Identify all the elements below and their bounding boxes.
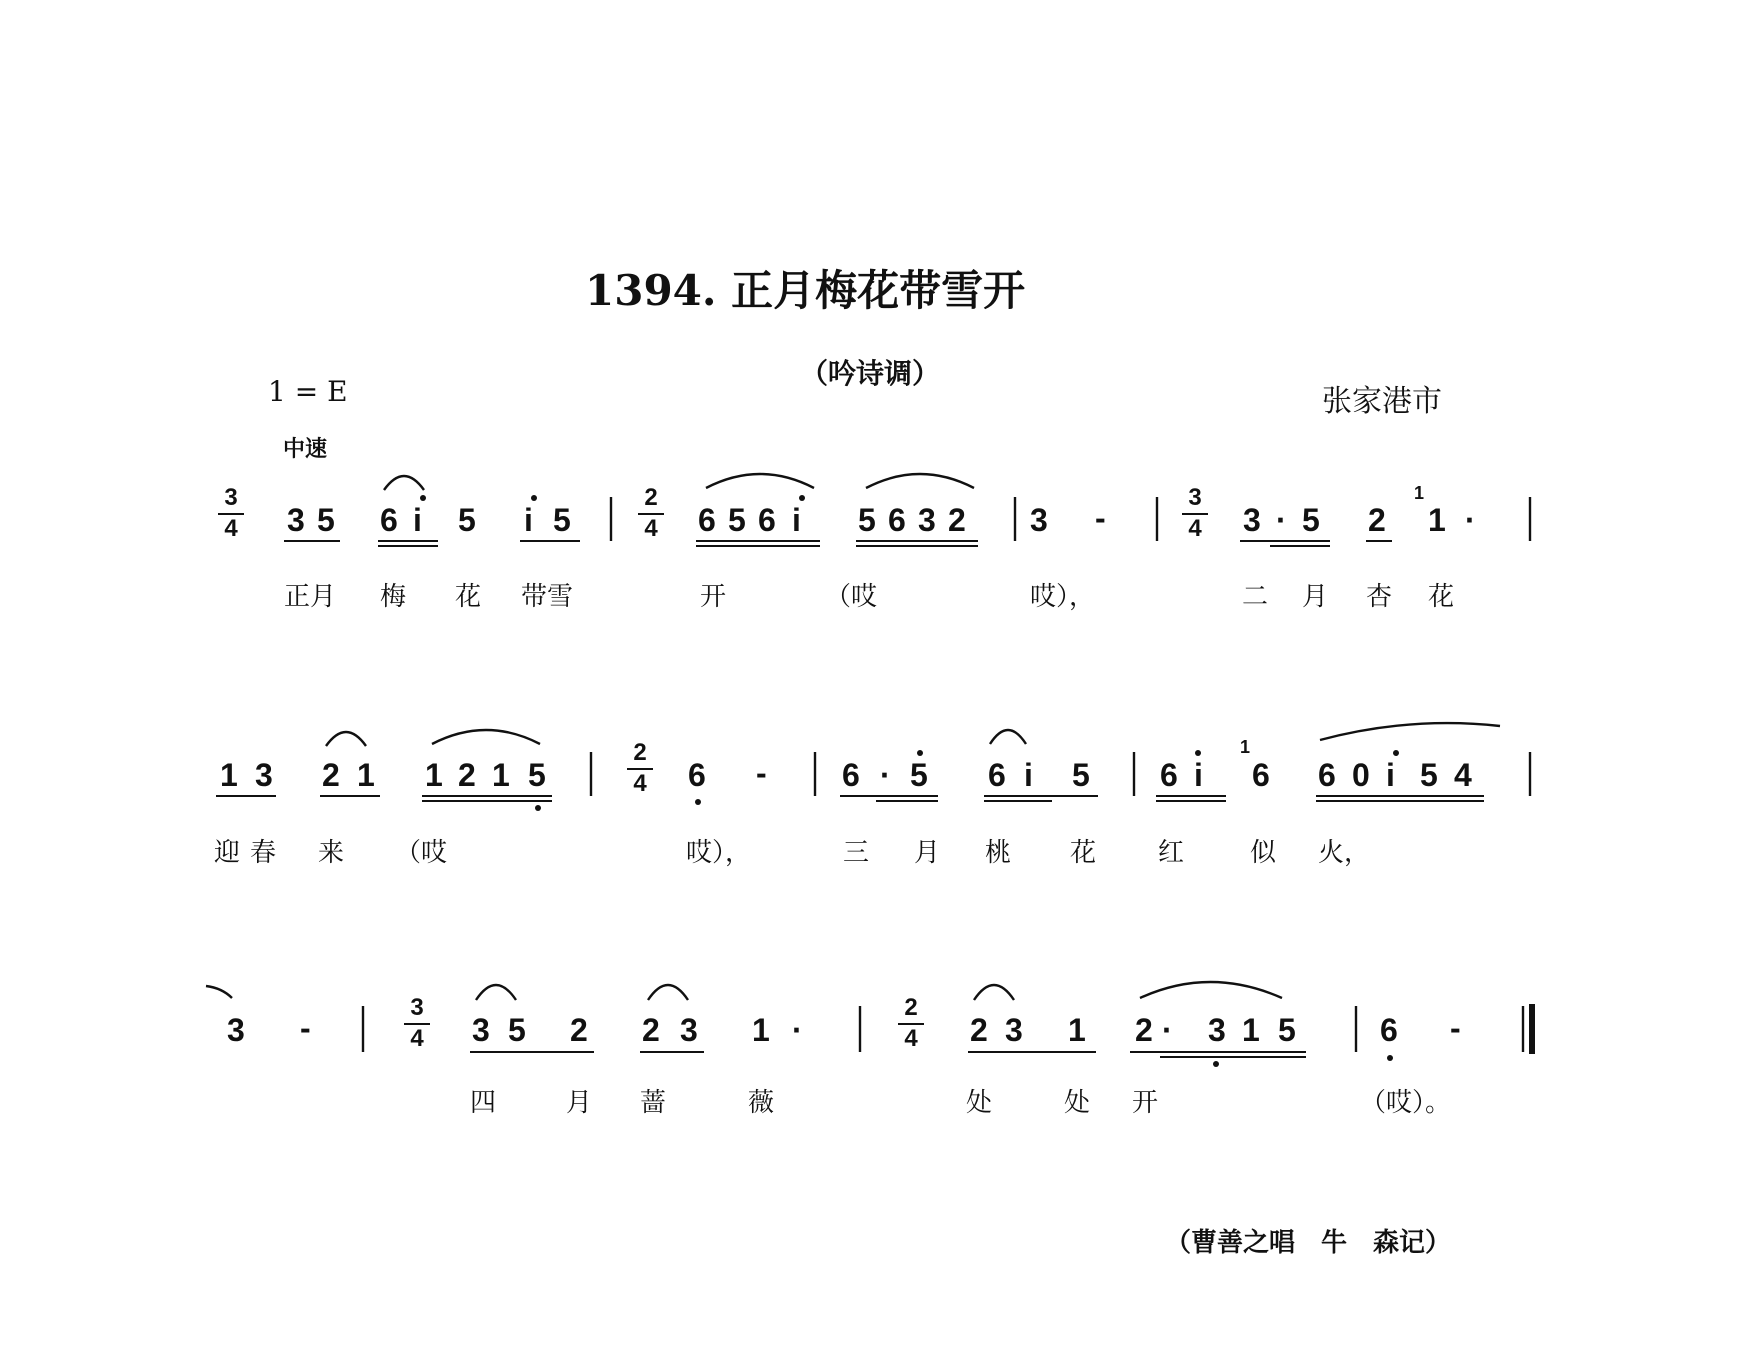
song-subtitle: （吟诗调） bbox=[800, 357, 941, 390]
grace-note: 1 bbox=[1414, 483, 1425, 503]
lyric: 薇 bbox=[748, 1088, 775, 1118]
lyric: 花 bbox=[1070, 838, 1097, 868]
note: 1 bbox=[492, 757, 510, 793]
lyric: 月 bbox=[914, 838, 941, 868]
note: 5 bbox=[1072, 757, 1090, 793]
note: 3 bbox=[227, 1012, 245, 1048]
note: 3 bbox=[1243, 502, 1261, 538]
note: 5 bbox=[458, 502, 476, 538]
note: - bbox=[1450, 1010, 1461, 1046]
note: 1 bbox=[1428, 502, 1446, 538]
lyric: 红 bbox=[1158, 838, 1185, 868]
note: 3 bbox=[1208, 1012, 1226, 1048]
lyric: 处 bbox=[1064, 1088, 1091, 1118]
lyric: 花 bbox=[1428, 582, 1455, 612]
lyric: 火， bbox=[1318, 838, 1371, 868]
lyric: （哎 bbox=[825, 582, 878, 612]
note: · bbox=[880, 757, 891, 793]
time-signature: 3 4 bbox=[1182, 486, 1208, 541]
note: 2 bbox=[458, 757, 476, 793]
note: 3 bbox=[680, 1012, 698, 1048]
note: 2 bbox=[1368, 502, 1386, 538]
note: 6 bbox=[380, 502, 398, 538]
note: 5 bbox=[1302, 502, 1320, 538]
note: 2 bbox=[1135, 1012, 1153, 1048]
note: 3 bbox=[472, 1012, 490, 1048]
note: 3 bbox=[1030, 502, 1048, 538]
key-signature: 1 = E bbox=[268, 375, 348, 408]
note: 6 bbox=[758, 502, 776, 538]
note: 5 bbox=[508, 1012, 526, 1048]
octave-dots bbox=[420, 495, 1399, 1067]
tempo-marking: 中速 bbox=[283, 436, 328, 462]
note: i bbox=[524, 502, 533, 538]
lyric: 三 bbox=[843, 838, 870, 868]
note: · bbox=[1465, 502, 1476, 538]
note: 6 bbox=[1318, 757, 1336, 793]
note: 5 bbox=[1420, 757, 1438, 793]
lyric: 处 bbox=[966, 1088, 993, 1118]
note: 5 bbox=[728, 502, 746, 538]
note: 3 bbox=[918, 502, 936, 538]
lyric: 带雪 bbox=[521, 582, 574, 612]
lyric: 月 bbox=[1302, 582, 1329, 612]
lyric: 月 bbox=[566, 1088, 593, 1118]
lyric: （哎）。 bbox=[1360, 1088, 1452, 1118]
lyric: 花 bbox=[455, 582, 482, 612]
lyric: 正月 bbox=[284, 582, 337, 612]
note: 3 bbox=[255, 757, 273, 793]
time-signature: 2 4 bbox=[627, 741, 653, 796]
note: 6 bbox=[988, 757, 1006, 793]
note: 2 bbox=[642, 1012, 660, 1048]
note: i bbox=[792, 502, 801, 538]
note: - bbox=[1095, 500, 1106, 536]
note: 6 bbox=[1160, 757, 1178, 793]
lyric: 哎）， bbox=[686, 838, 752, 868]
time-signature: 3 4 bbox=[404, 996, 430, 1051]
note: 2 bbox=[970, 1012, 988, 1048]
note: 5 bbox=[910, 757, 928, 793]
time-signature: 2 4 bbox=[638, 486, 664, 541]
note: 6 bbox=[1380, 1012, 1398, 1048]
note: i bbox=[1024, 757, 1033, 793]
note: 6 bbox=[1252, 757, 1270, 793]
lyric: 蔷 bbox=[640, 1088, 667, 1118]
note: 2 bbox=[570, 1012, 588, 1048]
note: - bbox=[300, 1010, 311, 1046]
note: - bbox=[756, 755, 767, 791]
lyric: 梅 bbox=[380, 582, 407, 612]
note: 1 bbox=[752, 1012, 770, 1048]
lyric: 开 bbox=[700, 582, 727, 612]
underlines bbox=[216, 541, 1484, 1057]
note: 2 bbox=[322, 757, 340, 793]
barlines bbox=[363, 497, 1532, 1054]
note: 5 bbox=[1278, 1012, 1296, 1048]
note: 1 bbox=[1068, 1012, 1086, 1048]
note: 6 bbox=[698, 502, 716, 538]
note: 2 bbox=[948, 502, 966, 538]
lyric: （哎 bbox=[395, 838, 448, 868]
note: 6 bbox=[842, 757, 860, 793]
note: 6 bbox=[688, 757, 706, 793]
region-label: 张家港市 bbox=[1322, 384, 1442, 419]
lyric: 哎）， bbox=[1030, 582, 1096, 612]
note: 5 bbox=[553, 502, 571, 538]
lyric: 春 bbox=[250, 838, 277, 868]
lyric: 迎 bbox=[214, 838, 241, 868]
lyric: 似 bbox=[1250, 838, 1277, 868]
note: 1 bbox=[425, 757, 443, 793]
note: 4 bbox=[1454, 757, 1472, 793]
slurs bbox=[206, 474, 1500, 1000]
note: · bbox=[792, 1012, 803, 1048]
note: 1 bbox=[1242, 1012, 1260, 1048]
note: i bbox=[1194, 757, 1203, 793]
note: · bbox=[1162, 1012, 1173, 1048]
lyric: 来 bbox=[318, 838, 345, 868]
grace-note: 1 bbox=[1240, 737, 1251, 757]
note: 0 bbox=[1352, 757, 1370, 793]
note: 6 bbox=[888, 502, 906, 538]
note: 5 bbox=[858, 502, 876, 538]
note: 3 bbox=[287, 502, 305, 538]
lyric: 二 bbox=[1242, 582, 1269, 612]
note: 3 bbox=[1005, 1012, 1023, 1048]
note: i bbox=[413, 502, 422, 538]
lyric: 开 bbox=[1132, 1088, 1159, 1118]
time-signature: 3 4 bbox=[218, 486, 244, 541]
lyric: 四 bbox=[470, 1088, 497, 1118]
lyric: 桃 bbox=[985, 838, 1012, 868]
song-title: 1394. 正月梅花带雪开 bbox=[585, 266, 1026, 315]
note: i bbox=[1386, 757, 1395, 793]
time-signature: 2 4 bbox=[898, 996, 924, 1051]
note: · bbox=[1276, 502, 1287, 538]
note: 1 bbox=[357, 757, 375, 793]
lyric: 杏 bbox=[1366, 582, 1393, 612]
note: 5 bbox=[317, 502, 335, 538]
note: 5 bbox=[528, 757, 546, 793]
note: 1 bbox=[220, 757, 238, 793]
credit-line: （曹善之唱 牛 森记） bbox=[1165, 1228, 1452, 1258]
